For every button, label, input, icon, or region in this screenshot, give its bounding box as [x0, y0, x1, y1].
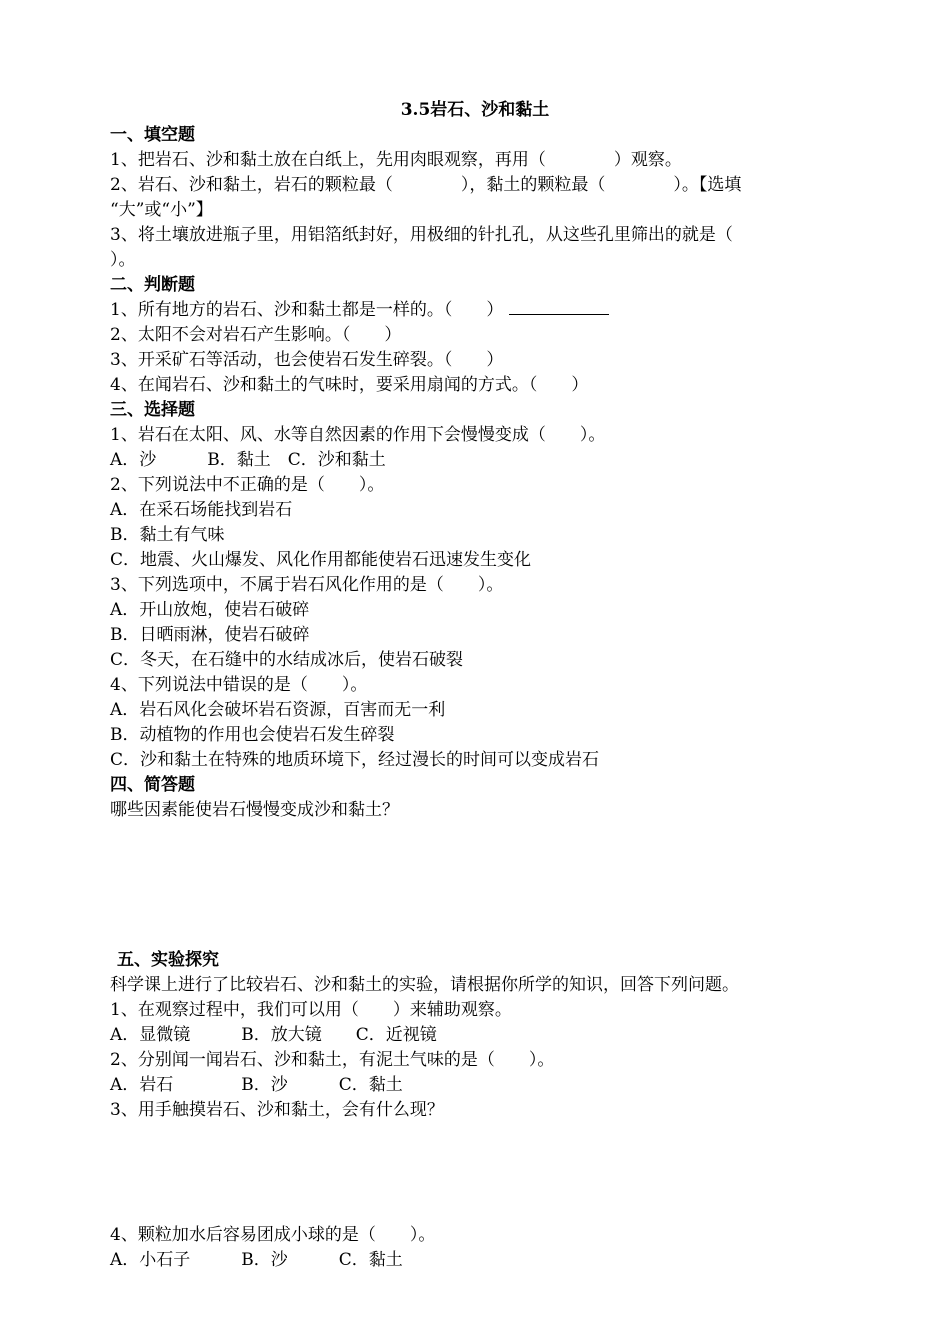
mc-question-2-option-c: C．地震、火山爆发、风化作用都能使岩石迅速发生变化 [110, 550, 532, 570]
section-heading-experiment: 五、实验探究 [117, 950, 219, 970]
experiment-intro: 科学课上进行了比较岩石、沙和黏土的实验，请根据你所学的知识，回答下列问题。 [110, 975, 739, 995]
mc-question-4-option-c: C．沙和黏土在特殊的地质环境下，经过漫长的时间可以变成岩石 [110, 750, 600, 770]
experiment-question-1-options: A．显微镜 B．放大镜 C．近视镜 [110, 1025, 437, 1045]
fill-question-1: 1、把岩石、沙和黏土放在白纸上，先用肉眼观察，再用（ ）观察。 [110, 150, 682, 170]
tf-question-2: 2、太阳不会对岩石产生影响。（ ） [110, 325, 402, 345]
tf-question-1 [110, 298, 609, 323]
section-heading-true-false: 二、判断题 [110, 275, 195, 295]
mc-question-3: 3、下列选项中，不属于岩石风化作用的是（ ）。 [110, 575, 504, 595]
experiment-question-1: 1、在观察过程中，我们可以用（ ）来辅助观察。 [110, 1000, 512, 1020]
mc-question-3-option-b: B．日晒雨淋，使岩石破碎 [110, 625, 310, 645]
experiment-question-2-options: A．岩石 B．沙 C．黏土 [110, 1075, 403, 1095]
mc-question-2: 2、下列说法中不正确的是（ ）。 [110, 475, 385, 495]
section-heading-short-answer: 四、简答题 [110, 775, 195, 795]
mc-question-4-option-a: A．岩石风化会破坏岩石资源，百害而无一利 [110, 700, 446, 720]
answer-underline [509, 300, 609, 315]
experiment-question-3: 3、用手触摸岩石、沙和黏土，会有什么现？ [110, 1100, 444, 1120]
page-title: 3.5岩石、沙和黏土 [400, 100, 550, 120]
mc-question-2-option-a: A．在采石场能找到岩石 [110, 500, 293, 520]
mc-question-3-option-a: A．开山放炮，使岩石破碎 [110, 600, 310, 620]
short-answer-question-1: 哪些因素能使岩石慢慢变成沙和黏土？ [110, 800, 399, 820]
section-heading-fill-blank: 一、填空题 [110, 125, 195, 145]
experiment-question-2: 2、分别闻一闻岩石、沙和黏土，有泥土气味的是（ ）。 [110, 1050, 555, 1070]
experiment-question-4-options: A．小石子 B．沙 C．黏土 [110, 1250, 403, 1270]
tf-question-3: 3、开采矿石等活动，也会使岩石发生碎裂。（ ） [110, 350, 504, 370]
tf-question-4: 4、在闻岩石、沙和黏土的气味时，要采用扇闻的方式。（ ） [110, 375, 589, 395]
mc-question-3-option-c: C．冬天，在石缝中的水结成冰后，使岩石破裂 [110, 650, 464, 670]
fill-question-2-continued: “大”或“小”】 [110, 200, 213, 220]
mc-question-1: 1、岩石在太阳、风、水等自然因素的作用下会慢慢变成（ ）。 [110, 425, 606, 445]
fill-question-2: 2、岩石、沙和黏土，岩石的颗粒最（ ），黏土的颗粒最（ ）。【选填 [110, 175, 742, 195]
fill-question-3: 3、将土壤放进瓶子里，用铝箔纸封好，用极细的针扎孔，从这些孔里筛出的就是（ [110, 225, 733, 245]
experiment-question-4: 4、颗粒加水后容易团成小球的是（ ）。 [110, 1225, 436, 1245]
mc-question-2-option-b: B．黏土有气味 [110, 525, 225, 545]
fill-question-3-continued: ）。 [110, 250, 136, 270]
section-heading-multiple-choice: 三、选择题 [110, 400, 195, 420]
mc-question-4: 4、下列说法中错误的是（ ）。 [110, 675, 368, 695]
tf-question-1-text: 1、所有地方的岩石、沙和黏土都是一样的。（ ） [110, 300, 504, 320]
mc-question-4-option-b: B．动植物的作用也会使岩石发生碎裂 [110, 725, 395, 745]
mc-question-1-options: A．沙 B．黏土 C．沙和黏土 [110, 450, 386, 470]
